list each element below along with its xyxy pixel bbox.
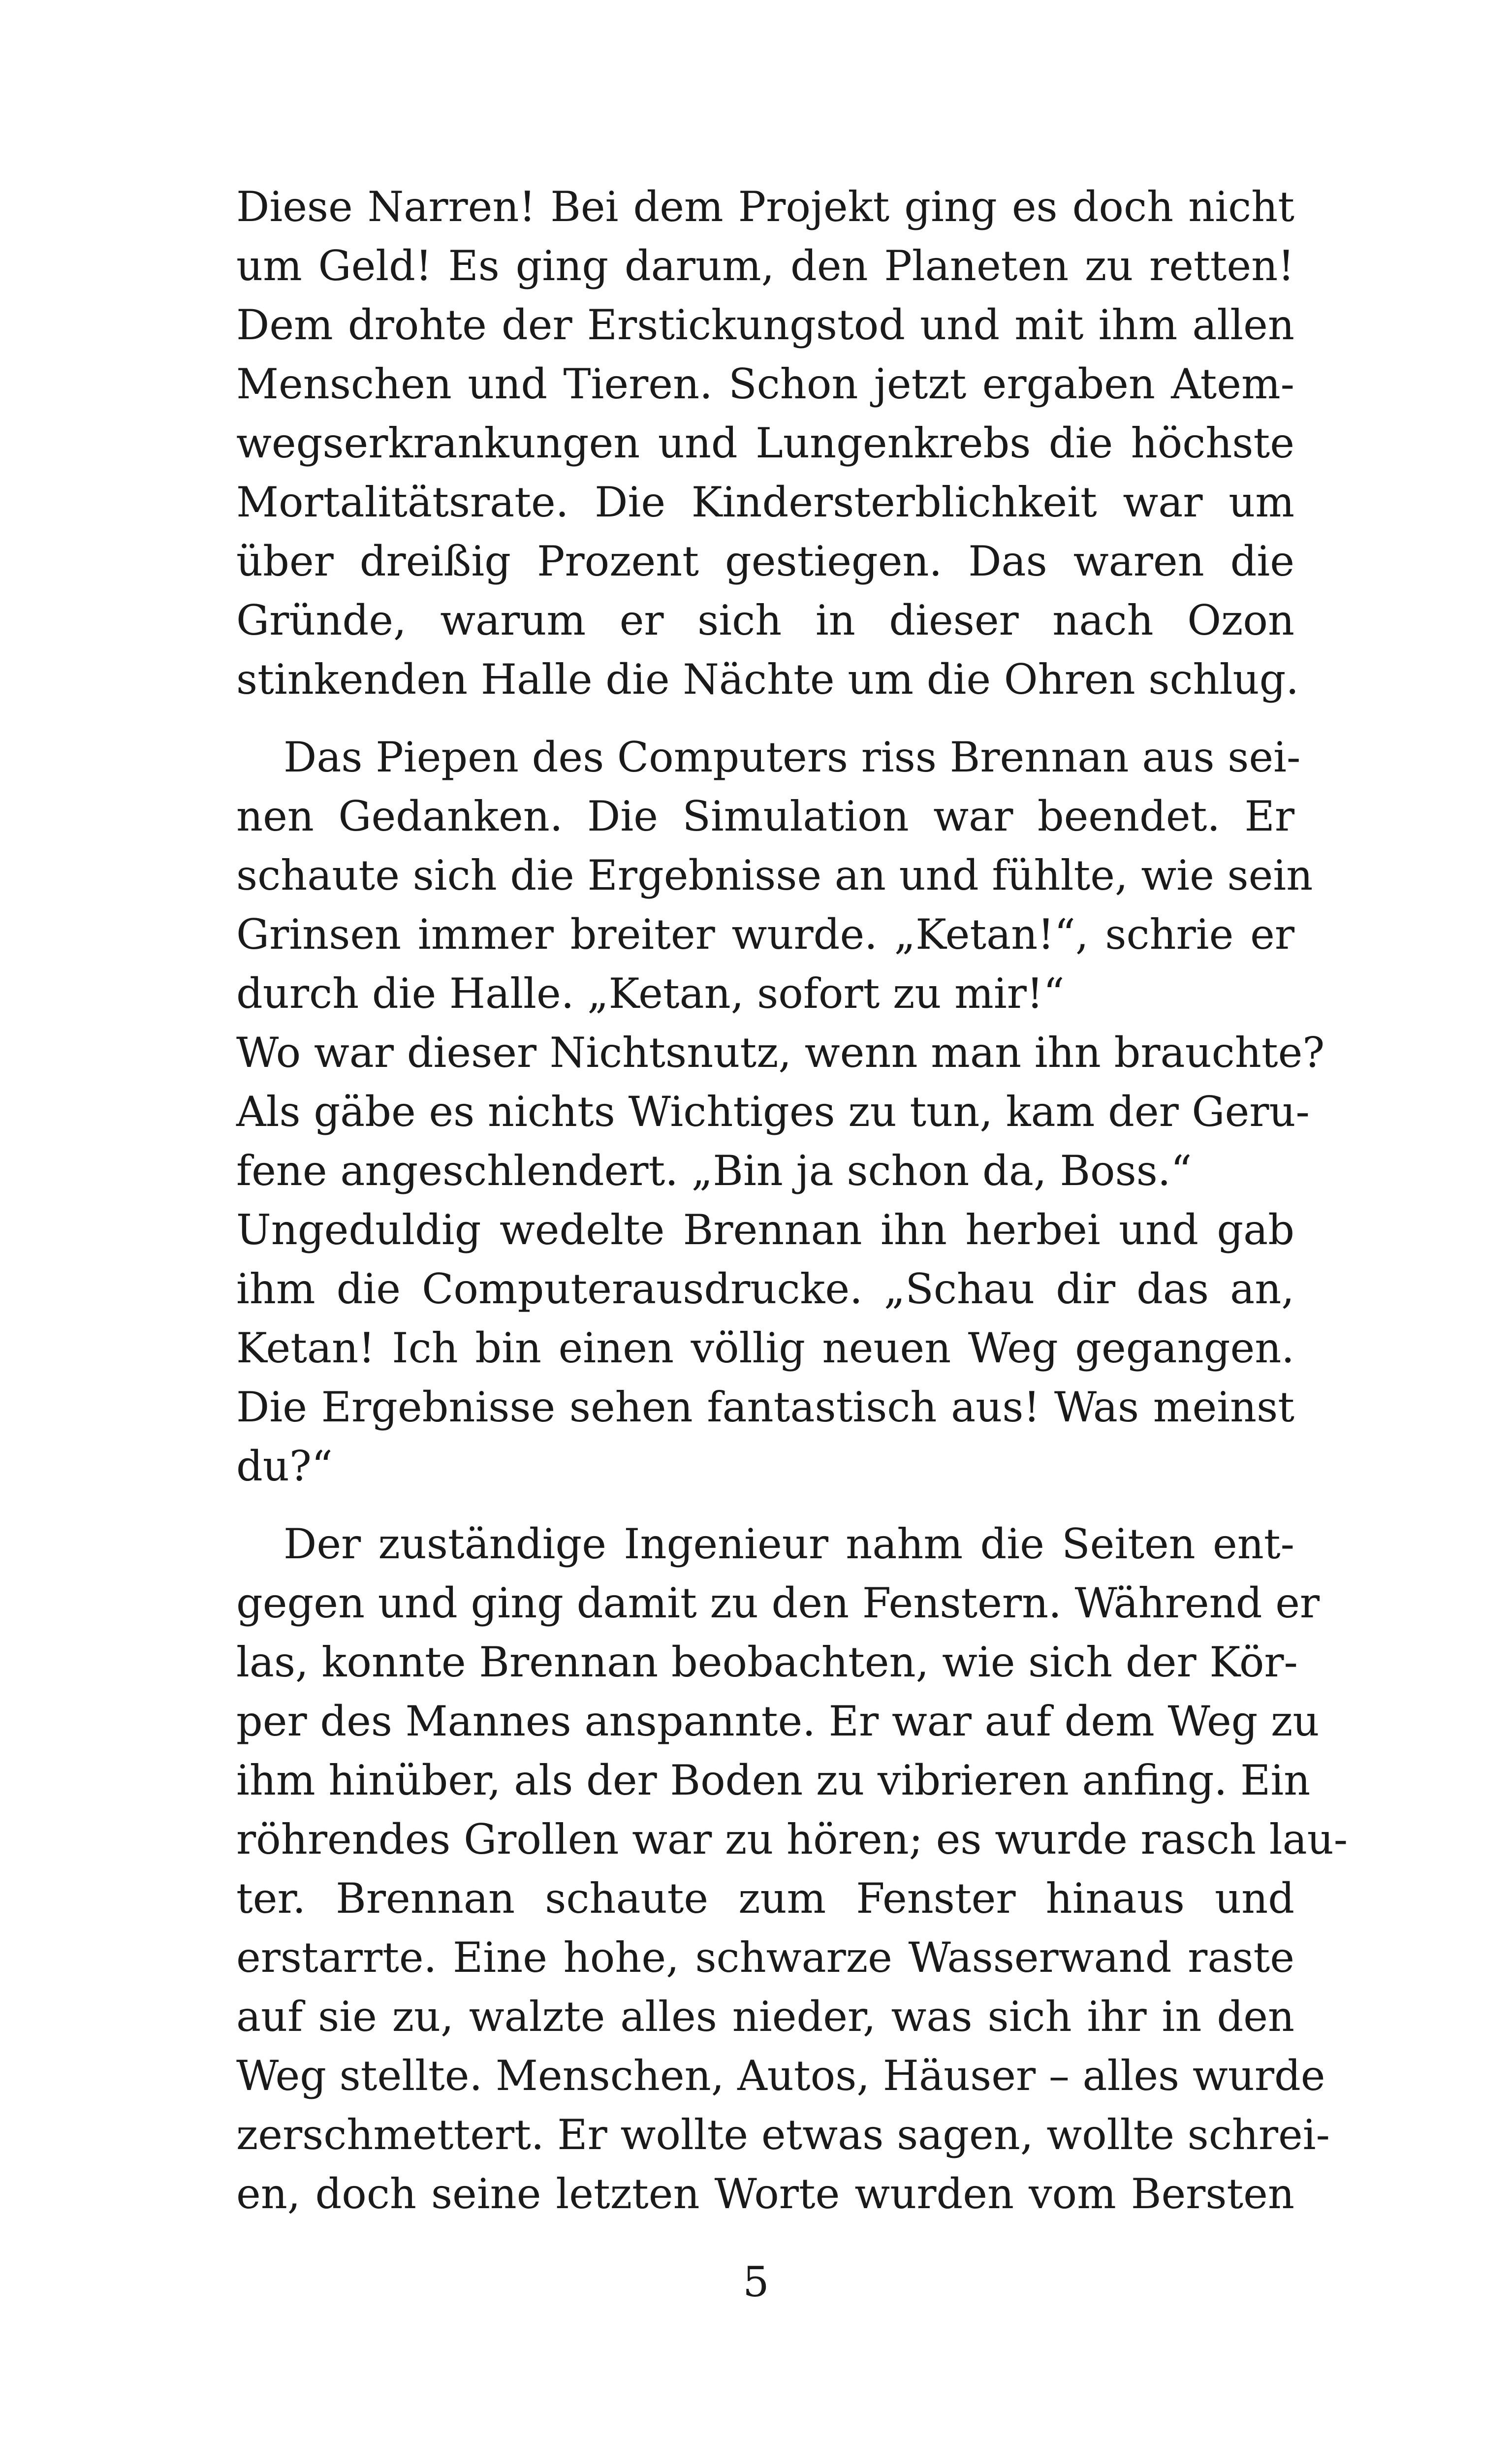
text-line: röhrendes Grollen war zu hören; es wurde rasch lau-: [236, 1815, 1348, 1864]
text-line: über dreißig Prozent gestiegen. Das waren die: [236, 537, 1294, 585]
text-line: nen Gedanken. Die Simulation war beendet. Er: [236, 792, 1294, 840]
text-line: Der zuständige Ingenieur nahm die Seiten ent-: [284, 1520, 1294, 1568]
paragraph: [236, 177, 1299, 709]
text-line: du?“: [236, 1442, 333, 1490]
text-line: gegen und ging damit zu den Fenstern. Während er: [236, 1579, 1320, 1627]
text-line: las, konnte Brennan beobachten, wie sich der Kör-: [236, 1638, 1298, 1686]
text-line: Gründe, warum er sich in dieser nach Ozon: [236, 596, 1294, 644]
text-line: Als gäbe es nichts Wichtiges zu tun, kam der Geru-: [236, 1088, 1310, 1136]
paragraph: [236, 1514, 1348, 2223]
text-line: Wo war dieser Nichtsnutz, wenn man ihn brauchte?: [236, 1029, 1325, 1077]
book-page-body: [236, 177, 1348, 2223]
text-line: ter. Brennan schaute zum Fenster hinaus und: [236, 1874, 1294, 1923]
text-line: Ungeduldig wedelte Brennan ihn herbei und gab: [236, 1206, 1294, 1254]
text-line: Dem drohte der Erstickungstod und mit ihm allen: [236, 301, 1294, 349]
text-line: Grinsen immer breiter wurde. „Ketan!“, schrie er: [236, 910, 1294, 959]
text-line: ihm die Computerausdrucke. „Schau dir das an,: [236, 1265, 1294, 1313]
text-line: Menschen und Tieren. Schon jetzt ergaben Atem-: [236, 360, 1294, 408]
text-line: Weg stellte. Menschen, Autos, Häuser – alles wurde: [236, 2052, 1325, 2100]
text-line: erstarrte. Eine hohe, schwarze Wasserwand raste: [236, 1933, 1294, 1982]
text-line: Diese Narren! Bei dem Projekt ging es doch nicht: [236, 183, 1294, 231]
text-line: durch die Halle. „Ketan, sofort zu mir!“: [236, 969, 1065, 1018]
text-line: um Geld! Es ging darum, den Planeten zu retten!: [236, 242, 1294, 290]
text-line: Das Piepen des Computers riss Brennan aus sei-: [284, 733, 1301, 781]
text-line: ihm hinüber, als der Boden zu vibrieren anfing. Ein: [236, 1756, 1311, 1804]
text-line: schaute sich die Ergebnisse an und fühlte, wie sein: [236, 851, 1313, 900]
text-line: wegserkrankungen und Lungenkrebs die höchste: [236, 419, 1294, 467]
paragraph-spacer: [236, 1496, 1294, 1514]
text-line: Die Ergebnisse sehen fantastisch aus! Was meinst: [236, 1383, 1294, 1431]
text-line: Mortalitätsrate. Die Kindersterblichkeit war um: [236, 478, 1294, 526]
paragraph-spacer: [236, 709, 1294, 728]
text-line: en, doch seine letzten Worte wurden vom Bersten: [236, 2170, 1294, 2218]
text-line: zerschmettert. Er wollte etwas sagen, wollte schrei-: [236, 2111, 1330, 2159]
page-number: 5: [743, 2258, 769, 2306]
text-line: per des Mannes anspannte. Er war auf dem Weg zu: [236, 1697, 1320, 1745]
text-line: fene angeschlendert. „Bin ja schon da, Boss.“: [236, 1147, 1192, 1195]
text-line: Ketan! Ich bin einen völlig neuen Weg gegangen.: [236, 1324, 1294, 1372]
text-line: stinkenden Halle die Nächte um die Ohren schlug.: [236, 655, 1299, 704]
paragraph: [236, 728, 1325, 1496]
text-line: auf sie zu, walzte alles nieder, was sich ihr in den: [236, 1993, 1294, 2041]
